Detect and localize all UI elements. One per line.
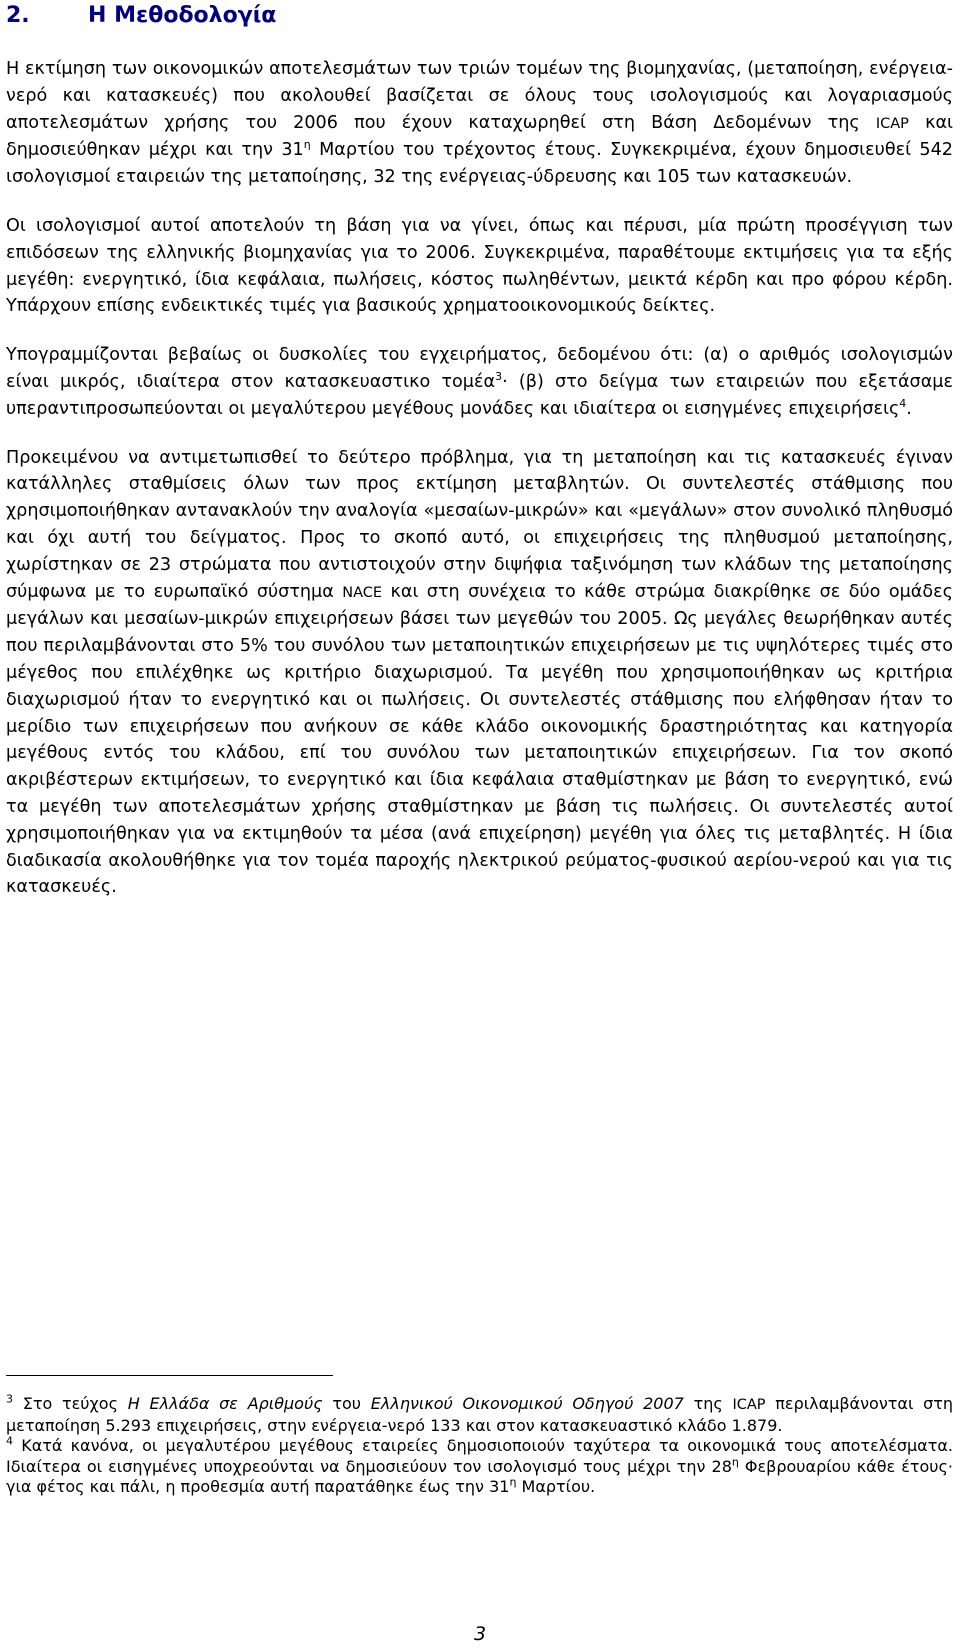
footnote-4 [6, 1436, 953, 1498]
ordinal-superscript: η [509, 1476, 517, 1490]
footnote-3 [6, 1394, 953, 1436]
text-run: και στη συνέχεια το κάθε στρώμα διακρίθηκε σε δύο ομάδες μεγάλων και μεσαίων-μικρών επιχειρήσεων βάσει των μεγεθών του 2005. Ως μεγάλες θεωρήθηκαν αυτές που περιλαμβάνονται στο 5% του συνόλου των μεταποιητικών επιχειρήσεων με τις υψηλότερες τιμές στο μέγεθος που επιλέχθηκε ως κριτήριο διαχωρισμού. Τα μεγέθη που χρησιμοποιήθηκαν ως κριτήρια διαχωρισμού ήταν το ενεργητικό και οι πωλήσεις. Οι συντελεστές στάθμισης που ελήφθησαν ήταν το μερίδιο των επιχειρήσεων που ανήκουν σε κάθε κλάδο οικονομικής δραστηριότητας και κατηγορία μεγέθους εντός του κλάδου, επί του συνόλου των μεταποιητικών επιχειρήσεων. Για τον σκοπό ακριβέστερων εκτιμήσεων, το ενεργητικό και ίδια κεφάλαια σταθμίστηκαν με βάση το ενεργητικό, ενώ τα μεγέθη των αποτελεσμάτων χρήσης σταθμίστηκαν με βάση τις πωλήσεις. Οι συντελεστές αυτοί χρησιμοποιήθηκαν για να εκτιμηθούν τα μέσα (ανά επιχείρηση) μεγέθη για όλες τις μεταβλητές. Η ίδια διαδικασία ακολουθήθηκε για τον τομέα παροχής ηλεκτρικού ρεύματος-φυσικού αερίου-νερού και για τις κατασκευές. [6, 581, 953, 898]
text-run: και δημοσιεύθηκαν μέχρι και την 31 [6, 112, 953, 161]
publication-title: Η Ελλάδα σε Αριθμούς [127, 1394, 323, 1413]
section-number: 2. [6, 3, 30, 28]
text-run: . [906, 398, 912, 419]
text-run: Προκειμένου να αντιμετωπισθεί το δεύτερο πρόβλημα, για τη μεταποίηση και τις κατασκευές έγιναν κατάλληλες σταθμίσεις όλων των προς εκτίμηση μεταβλητών. Οι συντελεστές στάθμισης που χρησιμοποιήθηκαν αντανακλούν την αναλογία «μεσαίων-μικρών» και «μεγάλων» στον συνολικό πληθυσμό και όχι αυτή του δείγματος. Προς το σκοπό αυτό, οι επιχειρήσεις της πληθυσμού μεταποίησης, χωρίστηκαν σε 23 στρώματα που αντιστοιχούν στην διψήφια ταξινόμηση των κλάδων της μεταποίησης σύμφωνα με το ευρωπαϊκό σύστημα [6, 447, 953, 602]
text-run: Μαρτίου. [516, 1477, 596, 1497]
footnote-ref-4[interactable]: 4 [899, 396, 907, 410]
footnotes [6, 1394, 953, 1498]
footnote-marker: 3 [6, 1392, 13, 1406]
section-title: Η Μεθοδολογία [88, 3, 277, 28]
page-number: 3 [473, 1623, 487, 1645]
acronym-icap: ICAP [875, 115, 909, 132]
text-run: Κατά κανόνα, οι μεγαλυτέρου μεγέθους εταιρείες δημοσιοποιούν ταχύτερα τα οικονομικά τους αποτελέσματα. Ιδιαίτερα οι εισηγμένες υποχρεούνται να δημοσιεύουν τον ισολογισμό τους μέχρι την 28 [6, 1436, 953, 1476]
acronym-nace: NACE [342, 584, 383, 601]
text-run: της [683, 1394, 733, 1413]
text-run: του [322, 1394, 371, 1413]
paragraph-1 [6, 56, 953, 191]
ordinal-superscript: η [303, 138, 311, 152]
section-heading [6, 0, 276, 32]
footnote-separator [6, 1375, 333, 1376]
text-run: Στο τεύχος [13, 1394, 128, 1413]
footnote-ref-3[interactable]: 3 [495, 370, 503, 384]
text-run: περιλαμβάνονται στη μεταποίηση 5.293 επιχειρήσεις, στην ενέργεια-νερό 133 και στον κατασκευαστικό κλάδο 1.879. [6, 1394, 954, 1435]
text-run: Μαρτίου του τρέχοντος έτους. Συγκεκριμένα, έχουν δημοσιευθεί 542 ισολογισμοί εταιρειών της μεταποίησης, 32 της ενέργειας-ύδρευσης και 105 των κατασκευών. [6, 140, 953, 188]
text-run: · (β) στο δείγμα των εταιρειών που εξετάσαμε υπεραντιπροσωπεύονται οι μεγαλύτερου μεγέθους μονάδες και ιδιαίτερα οι εισηγμένες επιχειρήσεις [6, 371, 953, 419]
text-run: Η εκτίμηση των οικονομικών αποτελεσμάτων των τριών τομέων της βιομηχανίας, (μεταποίηση, ενέργεια-νερό και κατασκευές) που ακολουθεί βασίζεται σε όλους τους ισολογισμούς και λογαριασμούς αποτελεσμάτων χρήσης του 2006 που έχουν καταχωρηθεί στη Βάση Δεδομένων της [6, 59, 953, 133]
paragraph-2: Οι ισολογισμοί αυτοί αποτελούν τη βάση για να γίνει, όπως και πέρυσι, μία πρώτη προσέγγιση των επιδόσεων της ελληνικής βιομηχανίας για το 2006. Συγκεκριμένα, παραθέτουμε εκτιμήσεις για τα εξής μεγέθη: ενεργητικό, ίδια κεφάλαια, πωλήσεις, κόστος πωληθέντων, μεικτά κέρδη και προ φόρου κέρδη. Υπάρχουν επίσης ενδεικτικές τιμές για βασικούς χρηματοοικονομικούς δείκτες. [6, 215, 953, 317]
publication-title: Ελληνικού Οικονομικού Οδηγού 2007 [370, 1394, 684, 1413]
body-text [6, 56, 953, 923]
acronym-icap: ICAP [732, 1397, 766, 1413]
paragraph-3 [6, 342, 953, 422]
paragraph-4 [6, 445, 953, 902]
text-run: Υπογραμμίζονται βεβαίως οι δυσκολίες του εγχειρήματος, δεδομένου ότι: (α) ο αριθμός ισολογισμών είναι μικρός, ιδιαίτερα στον κατασκευαστικο τομέα [6, 345, 953, 392]
footnote-marker: 4 [6, 1434, 13, 1448]
ordinal-superscript: η [731, 1455, 739, 1469]
text-run: Φεβρουαρίου κάθε έτους· για φέτος και πάλι, η προθεσμία αυτή παρατάθηκε έως την 31 [6, 1456, 954, 1497]
